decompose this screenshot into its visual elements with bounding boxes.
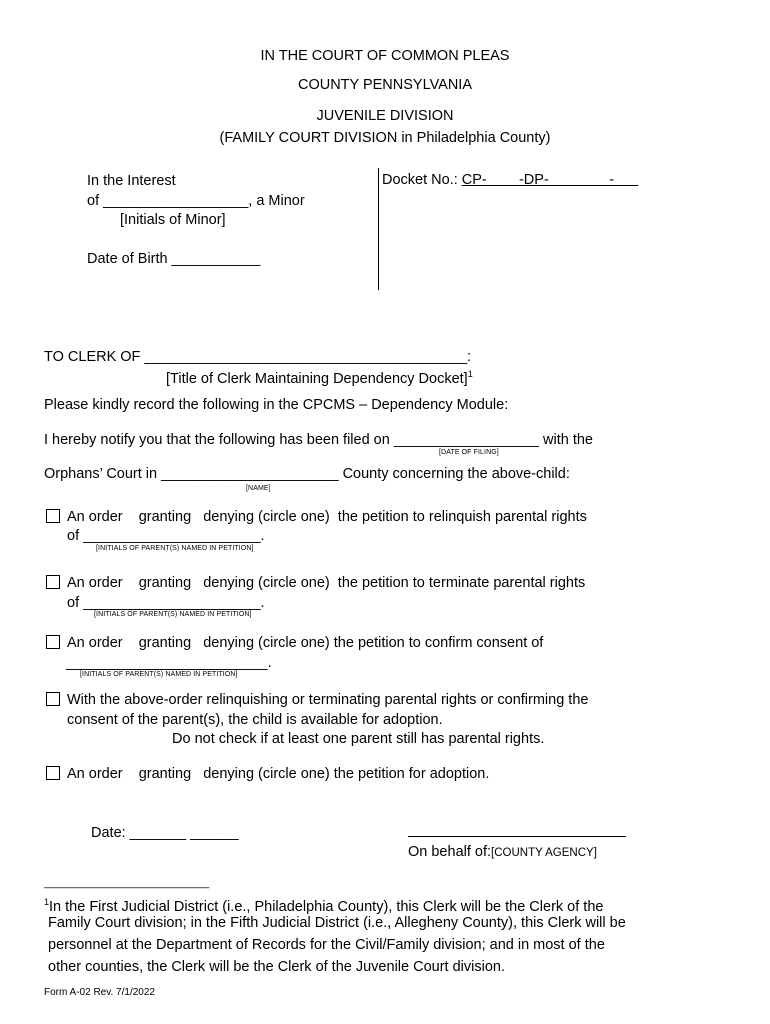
footnote-line4: other counties, the Clerk will be the Clerk of the Juvenile Court division. <box>48 959 505 975</box>
on-behalf-of <box>408 844 597 860</box>
to-clerk-field[interactable]: TO CLERK OF ________________________________________: <box>44 349 472 365</box>
confirm-consent-parent-field[interactable]: _________________________. <box>66 655 272 671</box>
county-line: COUNTY PENNSYLVANIA <box>297 77 473 93</box>
footnote-text-1: In the First Judicial District (i.e., Philadelphia County), this Clerk will be the Clerk of the <box>49 898 604 915</box>
footnote-ref: 1 <box>467 369 473 379</box>
terminate-parent-field[interactable]: of ______________________. <box>67 595 265 611</box>
docket-number[interactable] <box>382 172 638 188</box>
footnote-line3: personnel at the Department of Records for the Civil/Family division; and in most of the <box>48 937 605 953</box>
footnote-number: 1 <box>44 897 50 907</box>
adoption-order-text: An order granting denying (circle one) the petition for adoption. <box>67 766 490 782</box>
relinquish-parent-label: [INITIALS OF PARENT(S) NAMED IN PETITION] <box>96 545 254 552</box>
county-agency-label: [COUNTY AGENCY] <box>491 847 597 859</box>
docket-label: Docket No.: <box>382 172 462 188</box>
adoption-checkbox[interactable] <box>46 766 60 780</box>
kindly-record-text: Please kindly record the following in the CPCMS – Dependency Module: <box>44 397 509 413</box>
orphans-court-field[interactable]: Orphans’ Court in ______________________ County concerning the above-child: <box>44 466 570 482</box>
clerk-title-label <box>166 369 473 387</box>
available-for-adoption-checkbox[interactable] <box>46 692 60 706</box>
initials-of-minor-label: [Initials of Minor] <box>120 212 226 228</box>
terminate-parent-label: [INITIALS OF PARENT(S) NAMED IN PETITION] <box>94 611 252 618</box>
do-not-check-note: Do not check if at least one parent still has parental rights. <box>172 731 545 747</box>
confirm-consent-checkbox[interactable] <box>46 635 60 649</box>
footnote-line2: Family Court division; in the Fifth Judicial District (i.e., Allegheny County), this Clerk will be <box>48 915 626 931</box>
confirm-consent-text: An order granting denying (circle one) the petition to confirm consent of <box>67 635 544 651</box>
relinquish-parent-field[interactable]: of ______________________. <box>67 528 265 544</box>
minor-field[interactable]: of __________________, a Minor <box>87 193 305 209</box>
form-id: Form A-02 Rev. 7/1/2022 <box>44 987 155 998</box>
terminate-order-text: An order granting denying (circle one) the petition to terminate parental rights <box>67 575 586 591</box>
available-line2: consent of the parent(s), the child is available for adoption. <box>67 712 443 728</box>
signature-line[interactable] <box>408 836 626 837</box>
notify-filing-field[interactable]: I hereby notify you that the following has been filed on __________________ with the <box>44 432 593 448</box>
relinquish-order-text: An order granting denying (circle one) the petition to relinquish parental rights <box>67 509 587 525</box>
docket-value[interactable]: CP- -DP- - <box>461 172 639 188</box>
family-court-line: (FAMILY COURT DIVISION in Philadelphia County) <box>219 130 551 146</box>
relinquish-checkbox[interactable] <box>46 509 60 523</box>
date-field[interactable]: Date: _______ ______ <box>91 825 239 841</box>
on-behalf-label: On behalf of: <box>408 844 492 860</box>
date-of-filing-label: [DATE OF FILING] <box>439 449 499 456</box>
in-the-interest: In the Interest <box>87 173 176 189</box>
footnote-line1 <box>44 897 603 915</box>
terminate-checkbox[interactable] <box>46 575 60 589</box>
footnote-rule: ___________________________ <box>44 877 210 889</box>
date-of-birth-field[interactable]: Date of Birth ___________ <box>87 251 261 267</box>
caption-divider <box>378 168 379 290</box>
court-title: IN THE COURT OF COMMON PLEAS <box>260 48 510 64</box>
confirm-consent-parent-label: [INITIALS OF PARENT(S) NAMED IN PETITION] <box>80 671 238 678</box>
clerk-title-text: [Title of Clerk Maintaining Dependency Docket] <box>166 370 468 387</box>
division-line: JUVENILE DIVISION <box>316 108 454 124</box>
available-line1: With the above-order relinquishing or terminating parental rights or confirming the <box>67 692 589 708</box>
name-label: [NAME] <box>246 485 271 492</box>
